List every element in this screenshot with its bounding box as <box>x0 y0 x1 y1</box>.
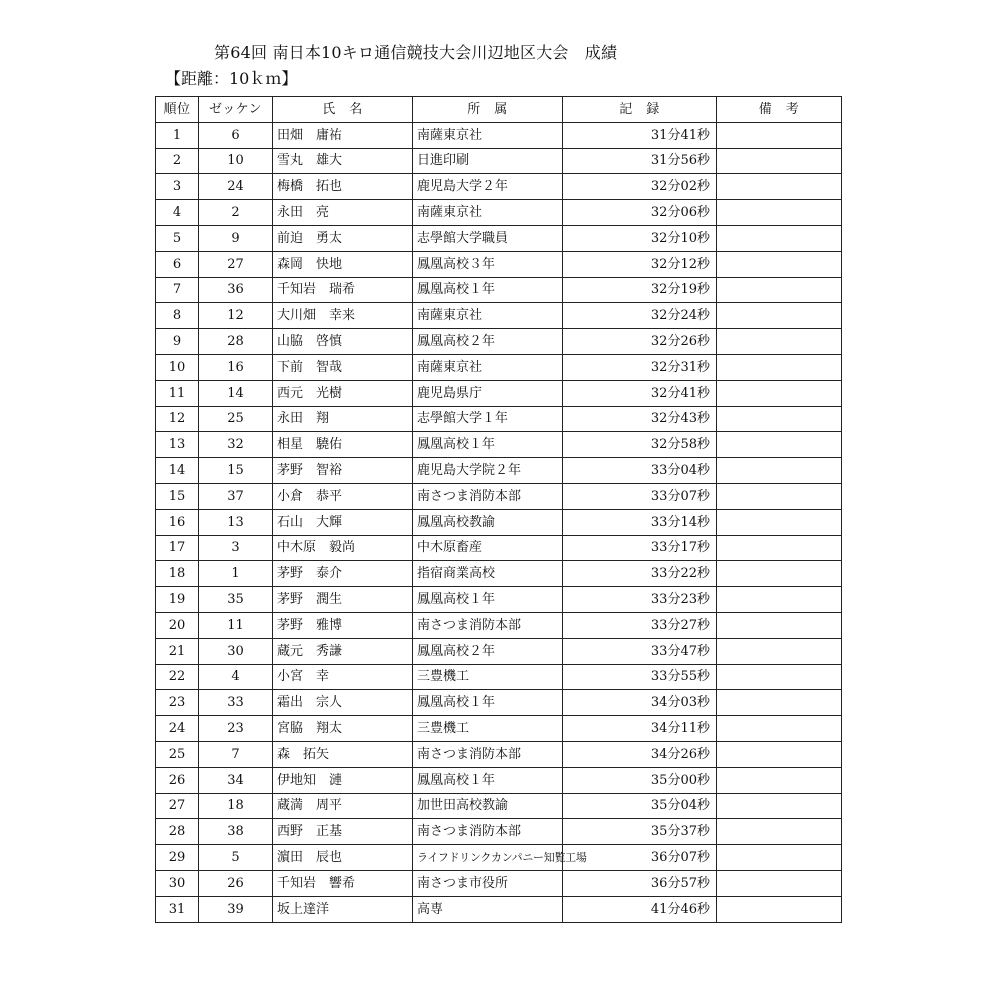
cell-bib: 34 <box>199 767 273 793</box>
cell-record: 32分10秒 <box>563 225 717 251</box>
cell-affiliation: 加世田高校教諭 <box>413 793 563 819</box>
cell-remarks <box>717 458 842 484</box>
cell-rank: 3 <box>156 174 199 200</box>
cell-rank: 24 <box>156 716 199 742</box>
cell-name: 森 拓矢 <box>273 741 413 767</box>
cell-name: 下前 智哉 <box>273 354 413 380</box>
cell-record: 33分27秒 <box>563 612 717 638</box>
cell-rank: 8 <box>156 303 199 329</box>
cell-remarks <box>717 587 842 613</box>
cell-affiliation: 南さつま消防本部 <box>413 741 563 767</box>
table-row <box>156 767 842 793</box>
table-row <box>156 225 842 251</box>
cell-rank: 18 <box>156 561 199 587</box>
cell-record: 31分56秒 <box>563 148 717 174</box>
cell-affiliation: 志學館大学職員 <box>413 225 563 251</box>
table-row <box>156 277 842 303</box>
distance-label: 【距離：10ｋｍ】 <box>165 69 298 88</box>
cell-bib: 32 <box>199 432 273 458</box>
cell-name: 前迫 勇太 <box>273 225 413 251</box>
table-row <box>156 380 842 406</box>
cell-remarks <box>717 225 842 251</box>
cell-bib: 1 <box>199 561 273 587</box>
table-row <box>156 483 842 509</box>
cell-name: 山脇 啓慎 <box>273 329 413 355</box>
cell-record: 36分57秒 <box>563 870 717 896</box>
cell-affiliation: 鹿児島大学２年 <box>413 174 563 200</box>
cell-name: 西野 正基 <box>273 819 413 845</box>
cell-remarks <box>717 122 842 148</box>
cell-remarks <box>717 174 842 200</box>
cell-record: 41分46秒 <box>563 896 717 922</box>
cell-bib: 13 <box>199 509 273 535</box>
cell-record: 35分00秒 <box>563 767 717 793</box>
cell-remarks <box>717 638 842 664</box>
cell-rank: 29 <box>156 845 199 871</box>
cell-bib: 9 <box>199 225 273 251</box>
cell-name: 茅野 雅博 <box>273 612 413 638</box>
cell-remarks <box>717 535 842 561</box>
table-row <box>156 303 842 329</box>
cell-remarks <box>717 819 842 845</box>
cell-remarks <box>717 251 842 277</box>
cell-remarks <box>717 561 842 587</box>
cell-affiliation: 高専 <box>413 896 563 922</box>
cell-name: 宮脇 翔太 <box>273 716 413 742</box>
header-record: 記 録 <box>563 97 717 123</box>
cell-record: 33分22秒 <box>563 561 717 587</box>
cell-name: 森岡 快地 <box>273 251 413 277</box>
cell-name: 千知岩 響希 <box>273 870 413 896</box>
cell-remarks <box>717 432 842 458</box>
cell-record: 33分47秒 <box>563 638 717 664</box>
cell-bib: 18 <box>199 793 273 819</box>
cell-name: 中木原 毅尚 <box>273 535 413 561</box>
cell-bib: 38 <box>199 819 273 845</box>
table-row <box>156 329 842 355</box>
cell-bib: 10 <box>199 148 273 174</box>
table-row <box>156 587 842 613</box>
cell-name: 大川畑 幸来 <box>273 303 413 329</box>
cell-record: 32分31秒 <box>563 354 717 380</box>
cell-name: 茅野 潤生 <box>273 587 413 613</box>
table-row <box>156 741 842 767</box>
cell-remarks <box>717 380 842 406</box>
cell-rank: 31 <box>156 896 199 922</box>
cell-affiliation: 鹿児島県庁 <box>413 380 563 406</box>
cell-rank: 1 <box>156 122 199 148</box>
table-row <box>156 896 842 922</box>
cell-affiliation: 中木原畜産 <box>413 535 563 561</box>
cell-bib: 11 <box>199 612 273 638</box>
cell-affiliation: 南さつま消防本部 <box>413 612 563 638</box>
table-row <box>156 638 842 664</box>
cell-record: 33分14秒 <box>563 509 717 535</box>
cell-affiliation: 志學館大学１年 <box>413 406 563 432</box>
cell-remarks <box>717 148 842 174</box>
cell-bib: 28 <box>199 329 273 355</box>
cell-remarks <box>717 612 842 638</box>
table-row <box>156 432 842 458</box>
results-table-body <box>156 122 842 922</box>
cell-rank: 21 <box>156 638 199 664</box>
cell-remarks <box>717 896 842 922</box>
cell-name: 永田 翔 <box>273 406 413 432</box>
table-row <box>156 200 842 226</box>
cell-bib: 5 <box>199 845 273 871</box>
cell-remarks <box>717 509 842 535</box>
table-row <box>156 716 842 742</box>
cell-rank: 11 <box>156 380 199 406</box>
cell-rank: 6 <box>156 251 199 277</box>
cell-affiliation: 南さつま消防本部 <box>413 819 563 845</box>
cell-name: 霜出 宗人 <box>273 690 413 716</box>
table-row <box>156 664 842 690</box>
cell-rank: 17 <box>156 535 199 561</box>
table-row <box>156 612 842 638</box>
table-row <box>156 690 842 716</box>
cell-record: 33分23秒 <box>563 587 717 613</box>
cell-rank: 13 <box>156 432 199 458</box>
cell-rank: 22 <box>156 664 199 690</box>
cell-record: 33分04秒 <box>563 458 717 484</box>
header-rank: 順位 <box>156 97 199 123</box>
cell-name: 田畑 庸祐 <box>273 122 413 148</box>
cell-name: 坂上達洋 <box>273 896 413 922</box>
cell-name: 濵田 辰也 <box>273 845 413 871</box>
cell-bib: 30 <box>199 638 273 664</box>
cell-record: 32分06秒 <box>563 200 717 226</box>
cell-remarks <box>717 277 842 303</box>
cell-name: 茅野 智裕 <box>273 458 413 484</box>
page-title: 第64回 南日本10キロ通信競技大会川辺地区大会 成績 <box>214 43 618 62</box>
cell-record: 34分11秒 <box>563 716 717 742</box>
cell-affiliation: 鳳凰高校１年 <box>413 690 563 716</box>
results-table-header <box>156 97 842 123</box>
cell-remarks <box>717 767 842 793</box>
cell-name: 石山 大輝 <box>273 509 413 535</box>
cell-bib: 37 <box>199 483 273 509</box>
cell-affiliation: 指宿商業高校 <box>413 561 563 587</box>
cell-name: 茅野 泰介 <box>273 561 413 587</box>
cell-bib: 39 <box>199 896 273 922</box>
cell-rank: 5 <box>156 225 199 251</box>
table-row <box>156 458 842 484</box>
table-row <box>156 509 842 535</box>
header-remarks: 備 考 <box>717 97 842 123</box>
cell-affiliation: ライフドリンクカンパニー知覧工場 <box>413 845 563 871</box>
cell-record: 34分26秒 <box>563 741 717 767</box>
cell-record: 32分19秒 <box>563 277 717 303</box>
cell-rank: 16 <box>156 509 199 535</box>
cell-remarks <box>717 690 842 716</box>
cell-bib: 7 <box>199 741 273 767</box>
table-row <box>156 251 842 277</box>
cell-affiliation: 南さつま市役所 <box>413 870 563 896</box>
cell-name: 小倉 恭平 <box>273 483 413 509</box>
header-affiliation: 所 属 <box>413 97 563 123</box>
cell-rank: 4 <box>156 200 199 226</box>
cell-bib: 25 <box>199 406 273 432</box>
cell-bib: 15 <box>199 458 273 484</box>
cell-record: 31分41秒 <box>563 122 717 148</box>
cell-record: 33分55秒 <box>563 664 717 690</box>
cell-bib: 4 <box>199 664 273 690</box>
table-row <box>156 793 842 819</box>
cell-remarks <box>717 406 842 432</box>
cell-affiliation: 鳳凰高校１年 <box>413 277 563 303</box>
cell-record: 32分12秒 <box>563 251 717 277</box>
table-row <box>156 535 842 561</box>
results-table <box>155 96 842 923</box>
cell-record: 35分04秒 <box>563 793 717 819</box>
table-row <box>156 561 842 587</box>
cell-rank: 12 <box>156 406 199 432</box>
cell-bib: 26 <box>199 870 273 896</box>
cell-affiliation: 鳳凰高校１年 <box>413 432 563 458</box>
cell-rank: 19 <box>156 587 199 613</box>
cell-remarks <box>717 870 842 896</box>
cell-rank: 26 <box>156 767 199 793</box>
cell-remarks <box>717 303 842 329</box>
cell-affiliation: 鳳凰高校１年 <box>413 587 563 613</box>
cell-affiliation: 三豊機工 <box>413 664 563 690</box>
cell-name: 相星 驍佑 <box>273 432 413 458</box>
cell-name: 伊地知 漣 <box>273 767 413 793</box>
cell-affiliation: 南さつま消防本部 <box>413 483 563 509</box>
table-row <box>156 122 842 148</box>
cell-name: 西元 光樹 <box>273 380 413 406</box>
table-row <box>156 845 842 871</box>
cell-rank: 14 <box>156 458 199 484</box>
cell-bib: 23 <box>199 716 273 742</box>
cell-bib: 14 <box>199 380 273 406</box>
cell-bib: 36 <box>199 277 273 303</box>
cell-affiliation: 鳳凰高校３年 <box>413 251 563 277</box>
cell-bib: 33 <box>199 690 273 716</box>
cell-name: 雪丸 雄大 <box>273 148 413 174</box>
cell-remarks <box>717 483 842 509</box>
cell-affiliation: 南薩東京社 <box>413 354 563 380</box>
header-name: 氏 名 <box>273 97 413 123</box>
cell-name: 蔵元 秀謙 <box>273 638 413 664</box>
cell-bib: 6 <box>199 122 273 148</box>
cell-name: 梅橋 拓也 <box>273 174 413 200</box>
cell-remarks <box>717 329 842 355</box>
cell-remarks <box>717 793 842 819</box>
cell-record: 35分37秒 <box>563 819 717 845</box>
cell-affiliation: 日進印刷 <box>413 148 563 174</box>
cell-remarks <box>717 200 842 226</box>
cell-affiliation: 鳳凰高校２年 <box>413 329 563 355</box>
cell-rank: 2 <box>156 148 199 174</box>
cell-rank: 23 <box>156 690 199 716</box>
header-row <box>156 97 842 123</box>
cell-record: 32分43秒 <box>563 406 717 432</box>
cell-record: 36分07秒 <box>563 845 717 871</box>
table-row <box>156 870 842 896</box>
cell-rank: 20 <box>156 612 199 638</box>
cell-affiliation: 鳳凰高校教諭 <box>413 509 563 535</box>
cell-rank: 9 <box>156 329 199 355</box>
cell-bib: 24 <box>199 174 273 200</box>
cell-bib: 27 <box>199 251 273 277</box>
cell-remarks <box>717 845 842 871</box>
cell-remarks <box>717 354 842 380</box>
cell-record: 32分26秒 <box>563 329 717 355</box>
table-row <box>156 819 842 845</box>
cell-bib: 16 <box>199 354 273 380</box>
cell-bib: 3 <box>199 535 273 561</box>
cell-record: 32分24秒 <box>563 303 717 329</box>
cell-rank: 15 <box>156 483 199 509</box>
cell-rank: 28 <box>156 819 199 845</box>
cell-name: 蔵満 周平 <box>273 793 413 819</box>
cell-rank: 25 <box>156 741 199 767</box>
table-row <box>156 174 842 200</box>
table-row <box>156 406 842 432</box>
cell-affiliation: 南薩東京社 <box>413 303 563 329</box>
cell-remarks <box>717 716 842 742</box>
cell-affiliation: 鳳凰高校２年 <box>413 638 563 664</box>
cell-affiliation: 鹿児島大学院２年 <box>413 458 563 484</box>
cell-record: 32分02秒 <box>563 174 717 200</box>
cell-record: 32分41秒 <box>563 380 717 406</box>
table-row <box>156 354 842 380</box>
cell-remarks <box>717 741 842 767</box>
cell-name: 千知岩 瑞希 <box>273 277 413 303</box>
cell-affiliation: 南薩東京社 <box>413 122 563 148</box>
cell-bib: 2 <box>199 200 273 226</box>
cell-rank: 30 <box>156 870 199 896</box>
cell-rank: 27 <box>156 793 199 819</box>
cell-affiliation: 鳳凰高校１年 <box>413 767 563 793</box>
cell-affiliation: 南薩東京社 <box>413 200 563 226</box>
cell-name: 永田 亮 <box>273 200 413 226</box>
cell-rank: 10 <box>156 354 199 380</box>
cell-record: 33分17秒 <box>563 535 717 561</box>
cell-rank: 7 <box>156 277 199 303</box>
cell-bib: 35 <box>199 587 273 613</box>
header-bib: ゼッケン <box>199 97 273 123</box>
cell-name: 小宮 幸 <box>273 664 413 690</box>
cell-remarks <box>717 664 842 690</box>
table-row <box>156 148 842 174</box>
cell-bib: 12 <box>199 303 273 329</box>
cell-record: 32分58秒 <box>563 432 717 458</box>
cell-affiliation: 三豊機工 <box>413 716 563 742</box>
cell-record: 34分03秒 <box>563 690 717 716</box>
cell-record: 33分07秒 <box>563 483 717 509</box>
